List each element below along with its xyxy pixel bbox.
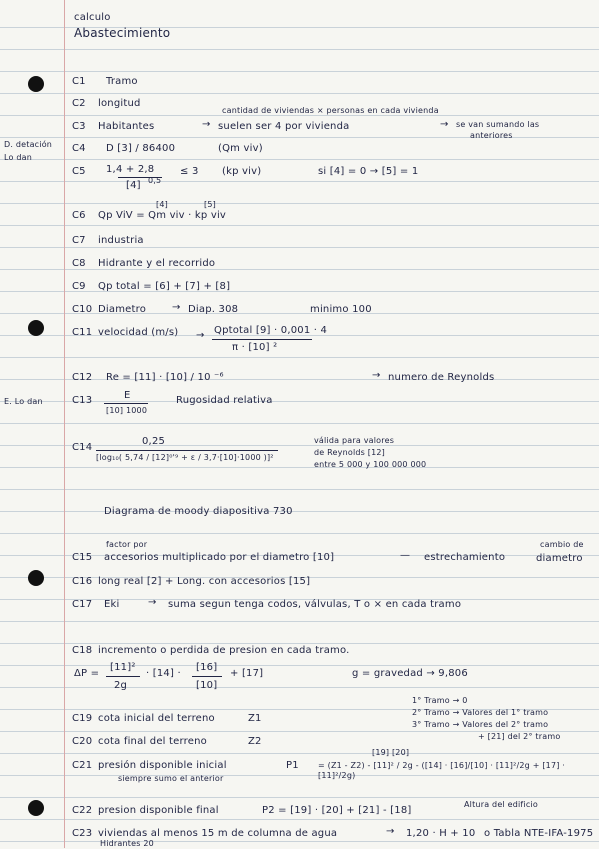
binder-hole [28,76,44,92]
item-note: numero de Reynolds [388,372,495,383]
page-title: Abastecimiento [74,26,171,40]
item-variable: P1 [286,760,299,771]
item-text: accesorios multiplicado por el diametro [10] [104,552,335,563]
binder-hole [28,800,44,816]
item-text: Habitantes [98,121,155,132]
formula-denominator: [log₁₀( 5,74 / [12]⁰'⁹ + ε / 3,7·[10]·1000 )]² [96,453,274,462]
item-text: industria [98,235,144,246]
margin-note: E. Lo dan [4,397,43,406]
item-variable: Z1 [248,713,262,724]
item-code: C10 [72,304,93,315]
item-code: C13 [72,395,93,406]
formula-condition: ≤ 3 [180,166,199,177]
item-note: suma segun tenga codos, válvulas, T o × en cada tramo [168,599,462,610]
item-text: Re = [11] · [10] / 10 ⁻⁶ [106,372,224,383]
item-code: C23 [72,828,93,839]
formula-numerator: E [124,390,131,401]
subject-label: calculo [74,12,111,23]
item-ref: [5] [204,200,216,209]
arrow-icon: → [372,370,381,381]
item-note: cantidad de viviendas × personas en cada vivienda [222,106,439,115]
binder-hole [28,320,44,336]
item-code: C11 [72,327,93,338]
fraction-bar [192,676,222,677]
item-note: diametro [536,553,583,564]
formula-numerator: 0,25 [142,436,166,447]
item-note: cambio de [540,540,584,549]
item-code: C2 [72,98,86,109]
item-code: C14 [72,442,93,453]
formula-lhs: ΔP = [74,668,100,679]
binder-hole [28,570,44,586]
fraction-bar [212,339,312,340]
item-ref: [19] [20] [372,748,410,757]
item-text: Qp total = [6] + [7] + [8] [98,281,231,292]
arrow-icon: → [440,119,449,130]
item-text: presion disponible final [98,805,219,816]
item-code: C4 [72,143,86,154]
margin-note: Lo dan [4,153,33,162]
item-note: Hidrantes 20 [100,839,154,848]
arrow-icon: → [202,119,211,130]
item-text: presión disponible inicial [98,760,227,771]
item-text: viviendas al menos 15 m de columna de agua [98,828,338,839]
arrow-icon: → [148,597,157,608]
item-code: C17 [72,599,93,610]
item-code: C5 [72,166,86,177]
item-text: cota final del terreno [98,736,207,747]
arrow-icon: — [400,550,410,561]
formula-equation: 1,20 · H + 10 [406,828,476,839]
item-note: de Reynolds [12] [314,448,385,457]
item-note: Altura del edificio [464,800,538,809]
fraction-bar [96,450,278,451]
item-text: D [3] / 86400 [106,143,176,154]
item-code: C9 [72,281,86,292]
formula-equation: = (Z1 - Z2) - [11]² / 2g - ([14] · [16]/[10] · [11]²/2g + [17] · [11]²/2g) [318,761,566,780]
item-code: C16 [72,576,93,587]
fraction-bar [104,403,148,404]
formula-denominator: [4] [126,180,141,191]
item-text: velocidad (m/s) [98,327,179,338]
item-ref: [4] [156,200,168,209]
item-code: C6 [72,210,86,221]
formula-numerator: [16] [196,662,218,673]
item-code: C7 [72,235,86,246]
arrow-icon: → [386,826,395,837]
item-note: (Qm viv) [218,143,263,154]
item-text: Qp ViV = Qm viv · kp viv [98,210,227,221]
margin-note: D. detación [4,140,53,149]
item-note: (kp viv) [222,166,262,177]
tramo-note: 1° Tramo → 0 [412,696,468,705]
item-note: Rugosidad relativa [176,395,273,406]
item-note: minimo 100 [310,304,372,315]
item-text: Eki [104,599,120,610]
tramo-note: 2° Tramo → Valores del 1° tramo [412,708,549,717]
item-note: se van sumando las [456,120,540,129]
item-note: siempre sumo el anterior [118,774,224,783]
item-text: Diametro [98,304,147,315]
arrow-icon: → [172,302,181,313]
item-note: o Tabla NTE-IFA-1975 [484,828,594,839]
item-text: Hidrante y el recorrido [98,258,216,269]
tramo-note: + [21] del 2° tramo [478,732,561,741]
item-note: válida para valores [314,436,395,445]
formula-exponent: 0,5 [148,176,162,185]
item-code: C8 [72,258,86,269]
formula-equation: P2 = [19] · [20] + [21] - [18] [262,805,412,816]
item-note: estrechamiento [424,552,506,563]
item-variable: Z2 [248,736,262,747]
formula-numerator: [11]² [110,662,136,673]
item-code: C3 [72,121,86,132]
item-code: C21 [72,760,93,771]
item-text: long real [2] + Long. con accesorios [15] [98,576,311,587]
item-note: suelen ser 4 por vivienda [218,121,350,132]
tramo-note: 3° Tramo → Valores del 2° tramo [412,720,549,729]
formula-end: + [17] [230,668,264,679]
item-note: si [4] = 0 → [5] = 1 [318,166,419,177]
formula-middle: · [14] · [146,668,181,679]
item-code: C12 [72,372,93,383]
item-note: Diap. 308 [188,304,239,315]
formula-numerator: Qptotal [9] · 0,001 · 4 [214,325,328,336]
margin-line [64,0,65,848]
item-code: C1 [72,76,86,87]
item-text: longitud [98,98,141,109]
fraction-bar [106,676,140,677]
formula-denominator: [10] [196,680,218,691]
item-text: cota inicial del terreno [98,713,215,724]
item-code: C22 [72,805,93,816]
formula-denominator: [10] 1000 [106,406,148,415]
item-note: g = gravedad → 9,806 [352,668,468,679]
formula-denominator: π · [10] ² [232,342,278,353]
item-text: Tramo [106,76,138,87]
item-code: C20 [72,736,93,747]
moody-note: Diagrama de moody diapositiva 730 [104,506,293,517]
arrow-icon: → [196,330,205,341]
formula-numerator: 1,4 + 2,8 [106,164,155,175]
item-code: C19 [72,713,93,724]
item-note: factor por [106,540,148,549]
item-code: C15 [72,552,93,563]
formula-denominator: 2g [114,680,128,691]
item-text: incremento o perdida de presion en cada tramo. [98,645,350,656]
item-note: anteriores [470,131,513,140]
item-note: entre 5 000 y 100 000 000 [314,460,427,469]
item-code: C18 [72,645,93,656]
